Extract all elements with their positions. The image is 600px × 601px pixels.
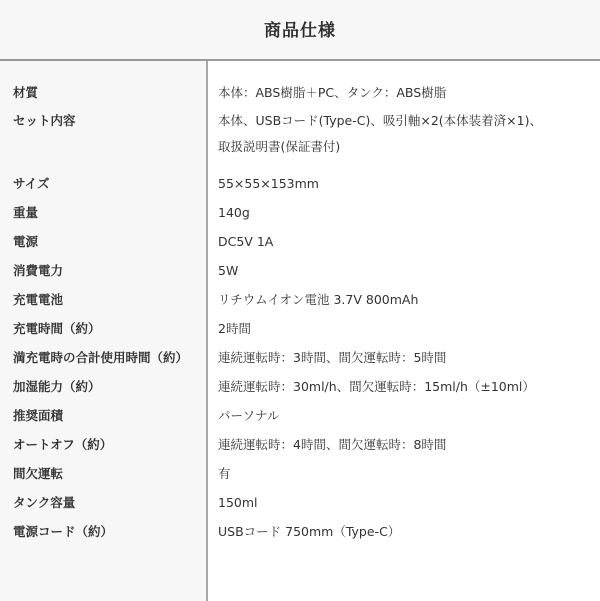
spec-value-line: 有 <box>218 466 231 481</box>
spec-value-line: USBコード 750mm（Type-C） <box>218 524 401 539</box>
spec-label: 充電時間（約） <box>13 321 101 336</box>
spec-label: 電源コード（約） <box>13 524 114 539</box>
spec-label: 満充電時の合計使用時間（約） <box>13 350 189 365</box>
spec-value <box>218 290 590 310</box>
spec-value-line: DC5V 1A <box>218 234 274 249</box>
spec-label: 充電電池 <box>13 292 64 307</box>
spec-label: 間欠運転 <box>13 466 64 481</box>
page-title: 商品仕様 <box>264 21 336 41</box>
spec-value <box>218 319 590 339</box>
spec-label: 推奨面積 <box>13 408 64 423</box>
spec-value-line: 5W <box>218 263 239 278</box>
spec-value-line: 2時間 <box>218 321 251 336</box>
spec-value <box>218 522 590 542</box>
spec-label: 電源 <box>13 234 39 249</box>
spec-value <box>218 83 590 103</box>
spec-label: オートオフ（約） <box>13 437 113 452</box>
spec-value <box>218 435 590 455</box>
spec-label: セット内容 <box>13 113 76 128</box>
column-divider <box>206 61 208 601</box>
spec-value-line: リチウムイオン電池 3.7V 800mAh <box>218 292 419 307</box>
spec-value <box>218 203 590 223</box>
spec-value <box>218 377 590 397</box>
spec-label: 消費電力 <box>13 263 64 278</box>
spec-label: タンク容量 <box>13 495 76 510</box>
spec-value-line: 本体、USBコード(Type-C)、吸引軸×2(本体装着済×1)、 <box>218 113 542 128</box>
spec-value <box>218 493 590 513</box>
spec-value-line: 連続運転時：4時間、間欠運転時：8時間 <box>218 437 447 452</box>
spec-label: 重量 <box>13 205 39 220</box>
spec-value-line: 140g <box>218 205 250 220</box>
spec-label: 材質 <box>13 85 39 100</box>
spec-value <box>218 348 590 368</box>
spec-value <box>218 406 590 426</box>
spec-header <box>0 0 600 61</box>
spec-value-line: 本体：ABS樹脂＋PC、タンク：ABS樹脂 <box>218 85 447 100</box>
spec-value-line: 連続運転時：30ml/h、間欠運転時：15ml/h（±10ml） <box>218 379 535 394</box>
spec-value-line: パーソナル <box>218 408 280 423</box>
spec-value-line: 55×55×153mm <box>218 176 319 191</box>
spec-value-line: 150ml <box>218 495 258 510</box>
spec-value <box>218 232 590 252</box>
spec-value <box>218 261 590 281</box>
spec-value-line: 取扱説明書(保証書付) <box>218 139 341 154</box>
spec-value <box>218 111 590 157</box>
spec-value-line: 連続運転時：3時間、間欠運転時：5時間 <box>218 350 447 365</box>
spec-label: 加湿能力（約） <box>13 379 101 394</box>
spec-label: サイズ <box>13 176 50 191</box>
spec-value <box>218 174 590 194</box>
spec-value <box>218 464 590 484</box>
